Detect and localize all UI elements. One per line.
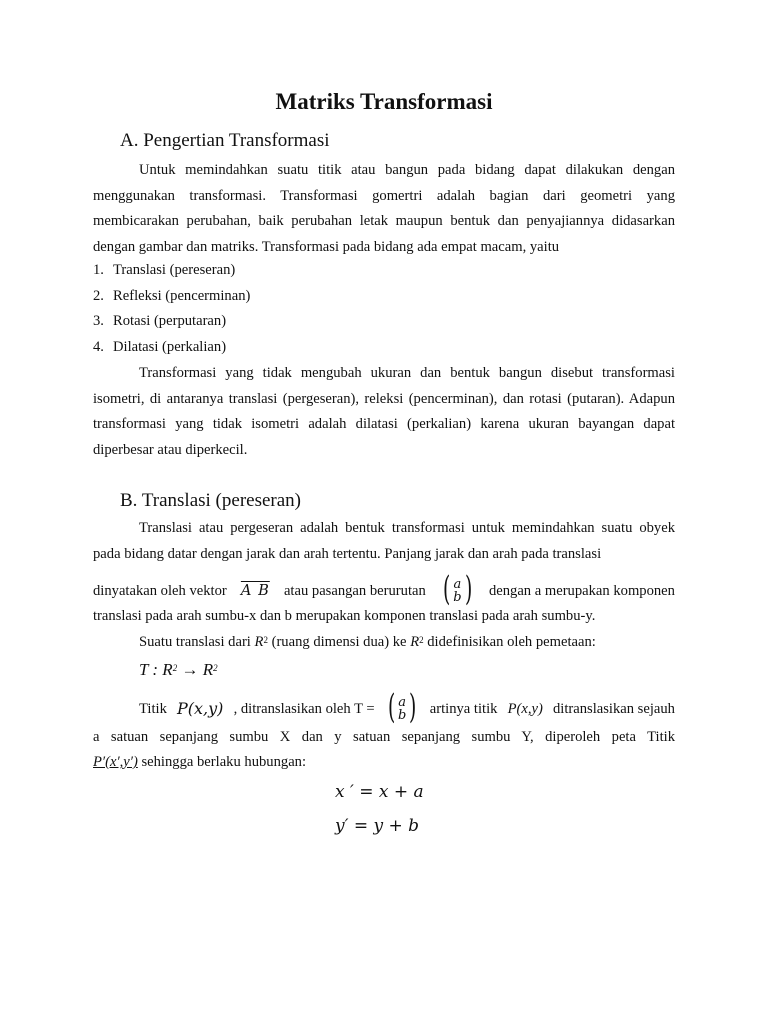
satuan-line: a satuan sepanjang sumbu X dan y satuan sepanjang sumbu Y, diperoleh peta Titik (93, 729, 675, 745)
list-item: 3. Rotasi (perputaran) (93, 313, 227, 330)
list-item: 4. Dilatasi (perkalian) (93, 338, 227, 355)
mapping-formula: T : $R^2 \to R^2$ (139, 660, 218, 679)
equation-x: x ′ = x + a (335, 782, 424, 802)
vector-ab: A B (240, 582, 270, 599)
point-p: P(x,y) (177, 699, 224, 718)
column-vector-t: ( a b ) (387, 687, 417, 727)
list-item: 1. Translasi (pereseran) (93, 262, 236, 278)
section-b-paragraph-1: Translasi atau pergeseran adalah bentuk transformasi untuk memindahkan suatu obyek pada bidang datar dengan jarak dan arah tertentu. Panjang jarak dan arah pada translasi (93, 520, 675, 562)
section-b-heading: B. Translasi (pereseran) (120, 490, 301, 511)
titik-line: Titik P(x,y) , ditranslasikan oleh T = ( a b ) artinya titik P(x,y) ditranslasikan sejauh (139, 687, 675, 727)
transformation-list (93, 258, 250, 360)
section-a-paragraph-2: Transformasi yang tidak mengubah ukuran dan bentuk bangun disebut transformasi isometri, di antaranya translasi (pergeseran), releksi (pencerminan), dan rotasi (putaran). Adapun transformasi yang tidak isometri adalah dilatasi (perkalian) karena ukuran bayangan dapat diperbesar atau diperkecil. (93, 365, 675, 458)
section-a-paragraph-1: Untuk memindahkan suatu titik atau bangun pada bidang dapat dilakukan dengan menggunakan transformasi. Transformasi gomertri adalah bagian dari geometri yang membicarakan perubahan, baik perubahan letak maupun bentuk dan penyajiannya didasarkan dengan gambar dan matriks. Transformasi pada bidang ada empat macam, yaitu (93, 162, 675, 255)
definition-line: Suatu translasi dari $R^2$ (ruang dimensi dua) ke $R^2$ didefinisikan oleh pemetaan: (139, 634, 596, 650)
column-vector: ( a b ) (442, 569, 472, 609)
vector-line: dinyatakan oleh vektor A B atau pasangan berurutan ( a b ) dengan a merupakan komponen (93, 569, 675, 609)
equation-y: y′ = y + b (335, 816, 420, 836)
peta-line: P′(x′,y′) sehingga berlaku hubungan: (93, 754, 307, 770)
section-a-heading: A. Pengertian Transformasi (120, 130, 330, 151)
translation-components-line: translasi pada arah sumbu-x dan b merupakan komponen translasi pada arah sumbu-y. (93, 608, 596, 624)
page-title: Matriks Transformasi (275, 89, 493, 114)
list-item: 2. Refleksi (pencerminan) (93, 287, 251, 304)
